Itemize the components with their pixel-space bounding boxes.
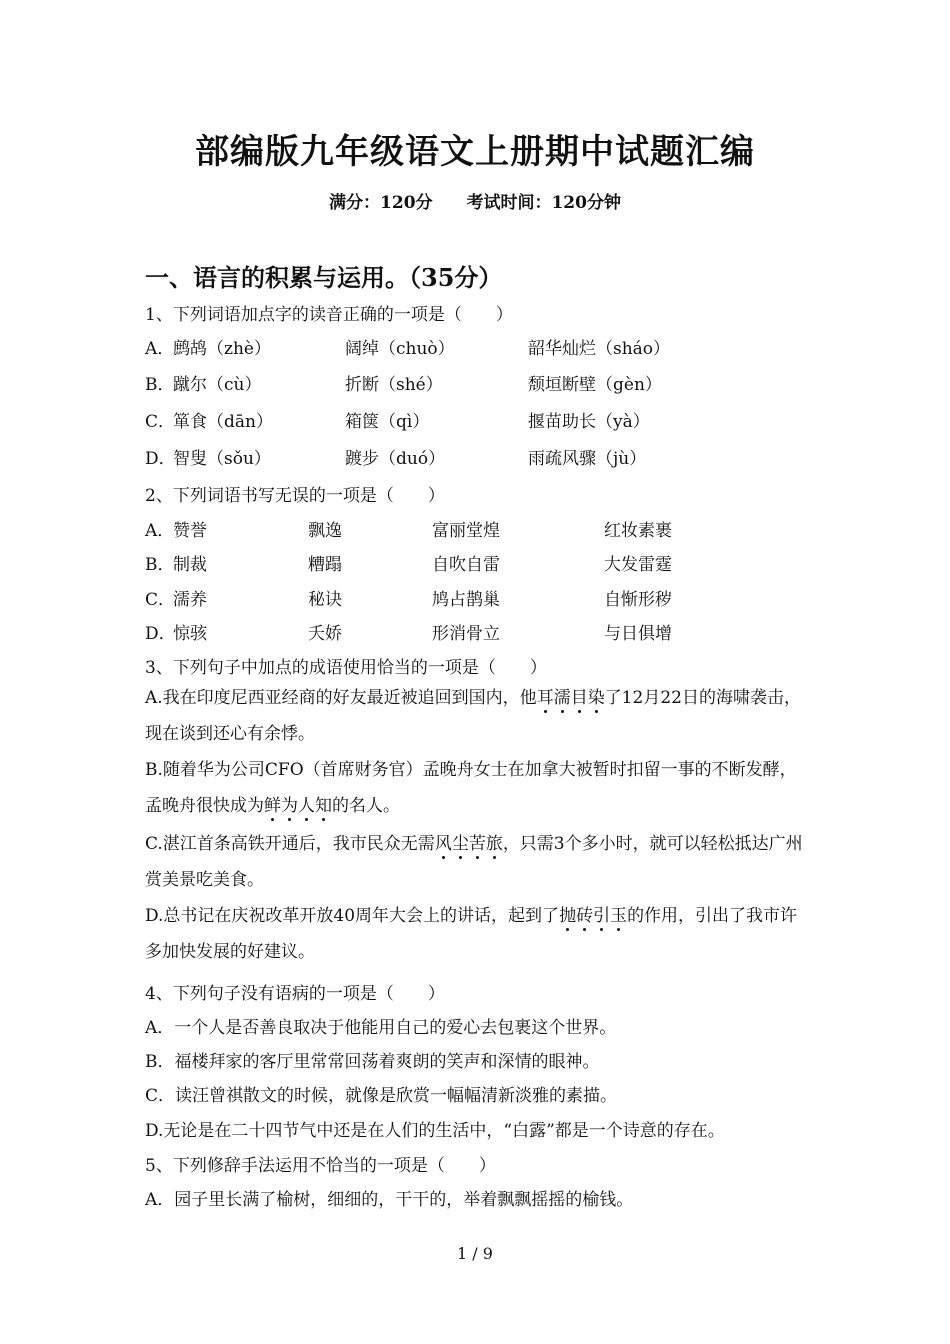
option-item: 糟蹋 <box>308 555 342 575</box>
dotted-idiom <box>264 796 332 816</box>
option-item: 鸠占鹊巢 <box>432 590 500 610</box>
option-item: 濡养 <box>173 590 207 610</box>
q1-stem: 1、下列词语加点字的读音正确的一项是（ ） <box>145 305 513 325</box>
dotted-idiom <box>559 906 627 926</box>
emphasis-char: 人 <box>298 796 315 816</box>
full-score: 满分：120分 <box>329 193 433 213</box>
option-item: 夭娇 <box>308 624 342 644</box>
q4-option-d: D.无论是在二十四节气中还是在人们的生活中，“白露”都是一个诗意的存在。 <box>145 1121 725 1141</box>
emphasis-char: 濡 <box>553 688 571 708</box>
option-letter: A． <box>145 521 175 541</box>
emphasis-char: 风 <box>434 834 452 854</box>
option-item: 箱箧（qì） <box>345 412 430 432</box>
option-item: 蹴尔（cù） <box>173 375 262 395</box>
option-item: 智叟（sǒu） <box>173 449 271 469</box>
emphasis-char: 尘 <box>451 834 469 854</box>
option-item: 制裁 <box>173 555 207 575</box>
option-item: 揠苗助长（yà） <box>528 412 650 432</box>
emphasis-char: 耳 <box>536 688 554 708</box>
dotted-idiom <box>537 688 605 708</box>
emphasis-char: 旅 <box>485 834 503 854</box>
emphasis-char: 苦 <box>468 834 486 854</box>
q4-option-a: A．一个人是否善良取决于他能用自己的爱心去包裹这个世界。 <box>145 1018 617 1038</box>
q5-stem: 5、下列修辞手法运用不恰当的一项是（ ） <box>145 1156 496 1176</box>
option-item: 雨疏风骤（jù） <box>528 449 647 469</box>
option-letter: A． <box>145 339 175 359</box>
option-item: 鹧鸪（zhè） <box>173 339 271 359</box>
q3-option-d: D.总书记在庆祝改革开放40周年大会上的讲话，起到了抛砖引玉的作用，引出了我市许多加快发展的好建议。 <box>145 906 798 962</box>
option-item: 颓垣断壁（gèn） <box>528 375 662 395</box>
option-item: 阔绰（chuò） <box>345 339 455 359</box>
q2-stem: 2、下列词语书写无误的一项是（ ） <box>145 486 445 506</box>
option-item: 自吹自雷 <box>432 555 500 575</box>
emphasis-char: 砖 <box>576 906 594 926</box>
q4-option-c: C．读汪曾祺散文的时候，就像是欣赏一幅幅清新淡雅的素描。 <box>145 1086 618 1106</box>
option-letter: B． <box>145 375 175 395</box>
option-item: 与日俱增 <box>604 624 672 644</box>
emphasis-char: 引 <box>593 906 611 926</box>
option-letter: D． <box>145 449 176 469</box>
emphasis-char: 知 <box>315 796 332 816</box>
option-item: 韶华灿烂（sháo） <box>528 339 671 359</box>
option-item: 大发雷霆 <box>604 555 672 575</box>
emphasis-char: 染 <box>587 688 605 708</box>
option-item: 惊骇 <box>173 624 207 644</box>
option-item: 富丽堂煌 <box>432 521 500 541</box>
option-item: 红妆素裹 <box>604 521 672 541</box>
option-item: 自惭形秽 <box>604 590 672 610</box>
emphasis-char: 鲜 <box>264 796 281 816</box>
page-title: 部编版九年级语文上册期中试题汇编 <box>195 132 755 172</box>
option-item: 箪食（dān） <box>173 412 273 432</box>
option-item: 踱步（duó） <box>345 449 446 469</box>
section-heading: 一、语言的积累与运用。（35分） <box>145 263 503 292</box>
option-item: 飘逸 <box>308 521 342 541</box>
q5-option-a: A．园子里长满了榆树，细细的，干干的，举着飘飘摇摇的榆钱。 <box>145 1190 634 1210</box>
emphasis-char: 玉 <box>610 906 628 926</box>
option-item: 秘诀 <box>308 590 342 610</box>
emphasis-char: 抛 <box>559 906 577 926</box>
q4-option-b: B．福楼拜家的客厅里常常回荡着爽朗的笑声和深情的眼神。 <box>145 1052 600 1072</box>
q3-option-b: B.随着华为公司CFO（首席财务官）孟晚舟女士在加拿大被暂时扣留一事的不断发酵，孟晚舟很快成为鲜为人知的名人。 <box>145 760 797 816</box>
q3-stem: 3、下列句子中加点的成语使用恰当的一项是（ ） <box>145 658 547 678</box>
emphasis-char: 目 <box>570 688 588 708</box>
option-item: 折断（shé） <box>345 375 443 395</box>
option-item: 赞誉 <box>173 521 207 541</box>
emphasis-char: 为 <box>281 796 298 816</box>
q3-option-a: A.我在印度尼西亚经商的好友最近被追回到国内，他耳濡目染了12月22日的海啸袭击，现在谈到还心有余悸。 <box>145 688 801 744</box>
exam-info <box>0 188 950 213</box>
option-letter: C． <box>145 590 176 610</box>
dotted-idiom <box>435 834 503 854</box>
page-number: 1 / 9 <box>457 1244 493 1263</box>
option-item: 形消骨立 <box>432 624 500 644</box>
q3-option-c: C.湛江首条高铁开通后，我市民众无需风尘苦旅，只需3个多小时，就可以轻松抵达广州赏美景吃美食。 <box>145 834 803 890</box>
q4-stem: 4、下列句子没有语病的一项是（ ） <box>145 984 445 1004</box>
exam-time: 考试时间：120分钟 <box>466 193 621 213</box>
option-letter: D． <box>145 624 176 644</box>
option-letter: B． <box>145 555 175 575</box>
option-letter: C． <box>145 412 176 432</box>
